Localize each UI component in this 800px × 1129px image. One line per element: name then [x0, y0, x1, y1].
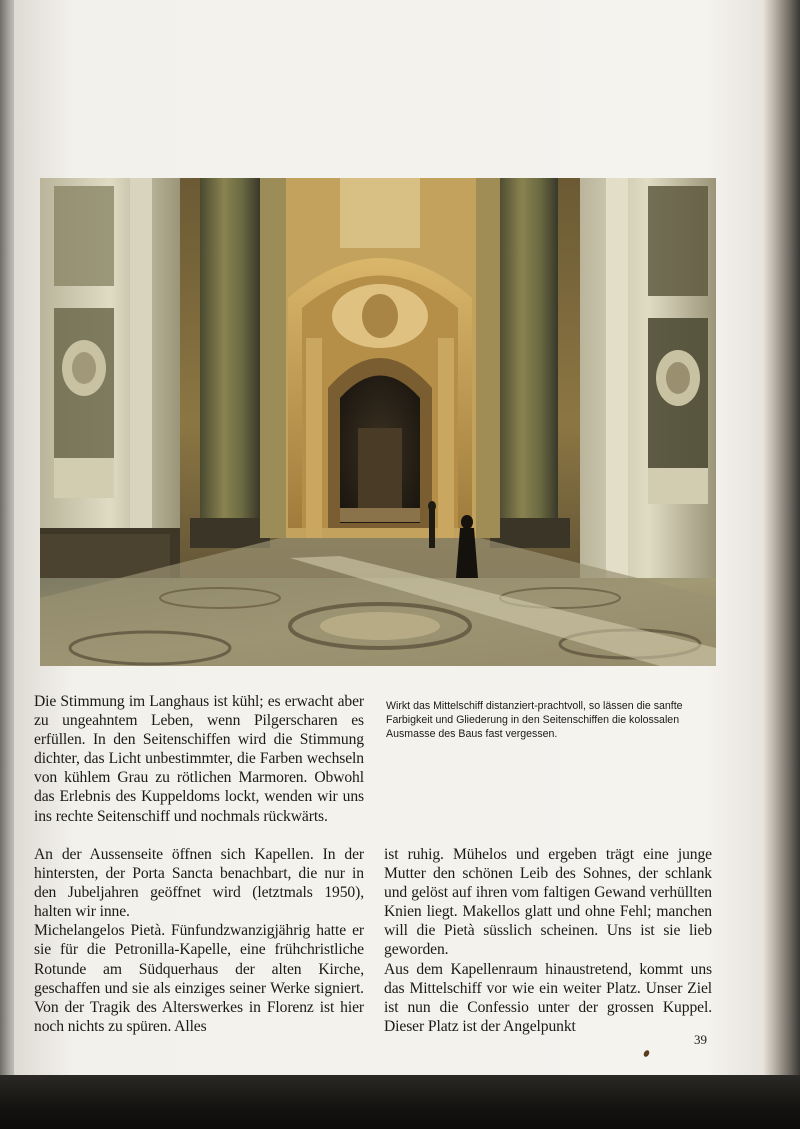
- body-column-left-bottom: [34, 845, 364, 1036]
- body-paragraph-5: Aus dem Kapellenraum hinaustretend, kommt uns das Mittelschiff vor wie ein weiter Platz. Unser Ziel ist nun die Confessio unter der grossen Kuppel. Dieser Platz ist der Angelpunkt: [384, 960, 712, 1035]
- page-edge-right: [762, 0, 800, 1092]
- photo-caption: [386, 699, 716, 742]
- body-column-left-top: [34, 692, 364, 826]
- body-column-right: [384, 845, 712, 1036]
- body-paragraph-1: Die Stimmung im Langhaus ist kühl; es erwacht aber zu ungeahntem Leben, wenn Pilgerscharen es erfüllen. In den Seitenschiffen wird die Stimmung dichter, das Licht unbestimmter, die Farben wechseln von kühlem Grau zu rötlichen Marmoren. Obwohl das Erlebnis des Kuppeldoms lockt, wenden wir uns ins rechte Seitenschiff und nochmals rückwärts.: [34, 693, 364, 825]
- page-number: 39: [694, 1032, 707, 1047]
- body-paragraph-3: Michelangelos Pietà. Fünfundzwanzigjährig hatte er sie für die Petronilla-Kapelle, eine frühchristliche Rotunde am Südquerhaus der alten Kirche, geschaffen und sie als einziges seiner Werke signiert. Von der Tragik des Alterswerkes in Florenz ist hier noch nichts zu spüren. Alles: [34, 922, 364, 1035]
- body-paragraph-2: An der Aussenseite öffnen sich Kapellen. In der hintersten, der Porta Sancta benachbart, die nur in den Jubeljahren geöffnet wird (letztmals 1950), halten wir inne.: [34, 846, 364, 921]
- caption-text: Wirkt das Mittelschiff distanziert-prachtvoll, so lässen die sanfte Farbigkeit und Gliederung in den Seitenschiffen die kolossalen Ausmasse des Baus fast vergessen.: [386, 700, 683, 741]
- basilica-interior-photo: [40, 178, 716, 666]
- body-paragraph-4: ist ruhig. Mühelos und ergeben trägt eine junge Mutter den schönen Leib des Sohnes, der schlank und gelöst auf ihren vom faltigen Gewand verhüllten Knien liegt. Makellos glatt und ohne Fehl; manchen will die Pietà süsslich scheinen. Uns ist sie lieb geworden.: [384, 846, 712, 959]
- table-shadow: [0, 1075, 800, 1129]
